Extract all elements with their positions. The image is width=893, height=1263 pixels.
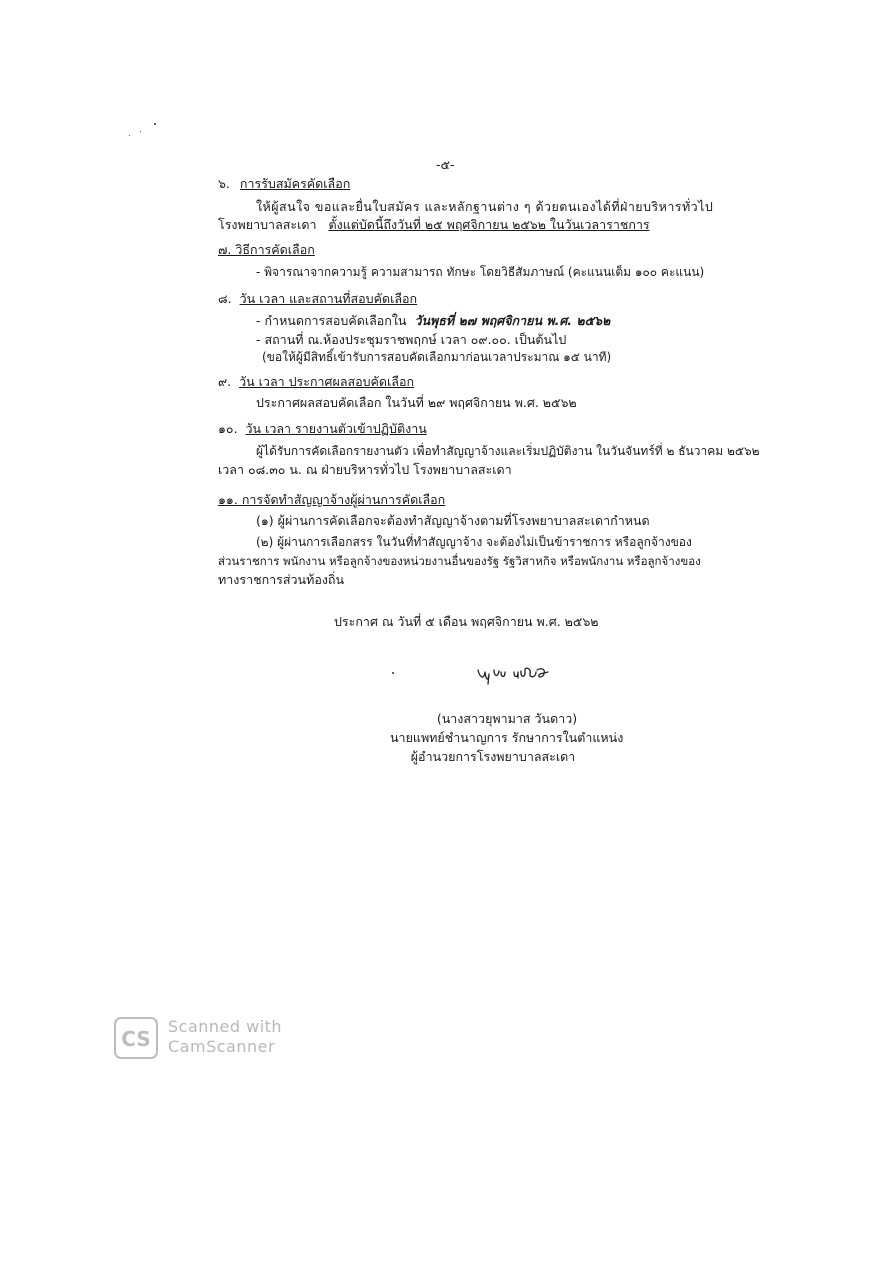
section-10-title: วัน เวลา รายงานตัวเข้าปฏิบัติงาน [245,421,427,436]
section-10-line-1: ผู้ได้รับการคัดเลือกรายงานตัว เพื่อทำสัญญาจ้างและเริ่มปฏิบัติงาน ในวันจันทร์ที่ ๒ ธันวาคม ๒๕๖๒ [256,444,760,458]
section-11-item-2-line-2: ส่วนราชการ พนักงาน หรือลูกจ้างของหน่วยงานอื่นของรัฐ รัฐวิสาหกิจ หรือพนักงาน หรือลูกจ้างของ [218,554,701,568]
section-8-number: ๘. [218,291,232,306]
camscanner-watermark [168,1017,282,1057]
handwritten-signature [474,662,554,688]
announcement-date: ประกาศ ณ วันที่ ๕ เดือน พฤศจิกายน พ.ศ. ๒๕๖๒ [334,614,599,629]
section-11-item-1: (๑) ผู้ผ่านการคัดเลือกจะต้องทำสัญญาจ้างตามที่โรงพยาบาลสะเดากำหนด [256,513,650,528]
signatory-position: นายแพทย์ชำนาญการ รักษาการในตำแหน่ง [390,730,624,745]
section-10-number: ๑๐. [218,421,238,436]
section-6-number: ๖. [218,176,230,191]
section-7-heading: ๗. วิธีการคัดเลือก [218,242,315,257]
section-8-heading [218,291,417,307]
section-6-title: การรับสมัครคัดเลือก [239,176,351,191]
scan-speck [392,672,394,674]
section-10-heading [218,421,427,437]
section-6-line-2 [218,217,650,233]
section-10-line-2: เวลา ๐๘.๓๐ น. ณ ฝ่ายบริหารทั่วไป โรงพยาบาลสะเดา [218,462,512,477]
section-6-hospital: โรงพยาบาลสะเดา [218,217,317,232]
section-11-item-2-line-1: (๒) ผู้ผ่านการเลือกสรร ในวันที่ทำสัญญาจ้าง จะต้องไม่เป็นข้าราชการ หรือลูกจ้างของ [256,535,692,549]
section-11-item-2-line-3: ทางราชการส่วนท้องถิ่น [218,572,345,587]
camscanner-line-1: Scanned with [168,1017,283,1036]
section-6-line-1: ให้ผู้สนใจ ขอและยื่นใบสมัคร และหลักฐานต่าง ๆ ด้วยตนเองได้ที่ฝ่ายบริหารทั่วไป [256,199,714,214]
section-8-schedule-label: - กำหนดการสอบคัดเลือกใน [256,313,407,328]
section-8-line-3: (ขอให้ผู้มีสิทธิ์เข้ารับการสอบคัดเลือกมาก่อนเวลาประมาณ ๑๕ นาที) [262,350,612,364]
section-9-heading [218,374,414,390]
camscanner-logo-icon [114,1017,158,1059]
section-6-deadline: ตั้งแต่บัดนี้ถึงวันที่ ๒๕ พฤศจิกายน ๒๕๖๒ ในวันเวลาราชการ [328,217,650,232]
section-7-line-1: - พิจารณาจากความรู้ ความสามารถ ทักษะ โดยวิธีสัมภาษณ์ (คะแนนเต็ม ๑๐๐ คะแนน) [256,265,705,279]
section-9-number: ๙. [218,374,232,389]
section-8-line-2: - สถานที่ ณ.ห้องประชุมราชพฤกษ์ เวลา ๐๙.๐๐. เป็นต้นไป [256,332,567,347]
camscanner-logo-text: CS [121,1027,151,1051]
section-8-line-1 [256,313,610,329]
section-9-line-1: ประกาศผลสอบคัดเลือก ในวันที่ ๒๙ พฤศจิกายน พ.ศ. ๒๕๖๒ [256,395,577,410]
section-8-title: วัน เวลา และสถานที่สอบคัดเลือก [239,291,418,306]
section-9-title: วัน เวลา ประกาศผลสอบคัดเลือก [239,374,415,389]
page-number: -๕- [436,157,455,172]
section-6-heading [218,176,350,192]
signatory-title: ผู้อำนวยการโรงพยาบาลสะเดา [410,749,576,764]
section-8-exam-date: วันพุธที่ ๒๗ พฤศจิกายน พ.ศ. ๒๕๖๒ [414,313,611,328]
scan-speck [140,131,141,132]
signatory-name: (นางสาวยุพามาส วันดาว) [436,711,578,726]
scan-speck [154,123,156,125]
scan-speck [129,135,130,136]
section-11-heading: ๑๑. การจัดทำสัญญาจ้างผู้ผ่านการคัดเลือก [218,492,446,507]
camscanner-line-2: CamScanner [168,1037,276,1056]
